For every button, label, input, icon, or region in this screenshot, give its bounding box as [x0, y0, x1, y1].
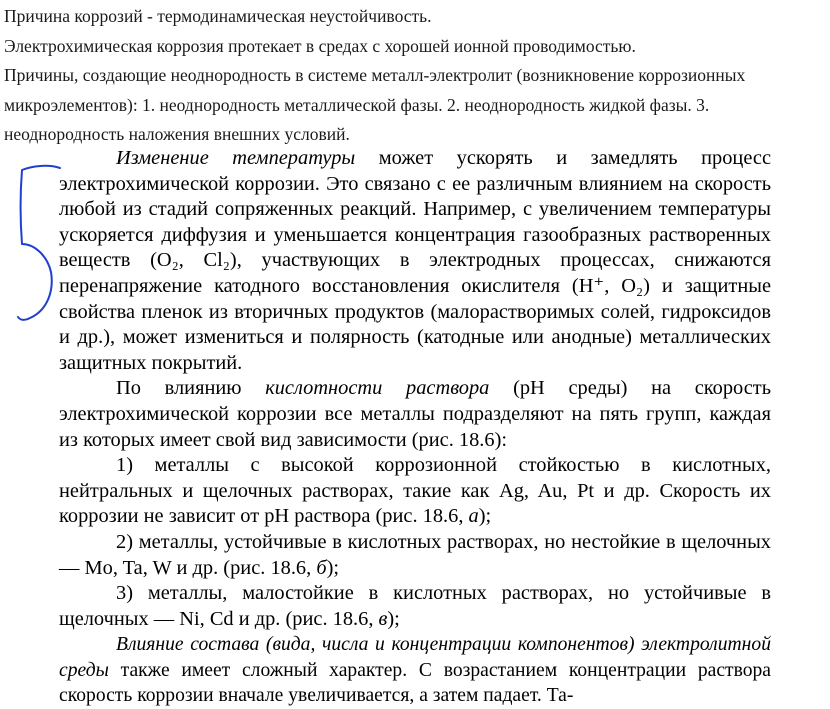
- textbook-excerpt: [59, 146, 771, 709]
- paragraph-temperature: [59, 146, 771, 376]
- list-item-end: );: [478, 505, 492, 528]
- paragraph-text: (pH среды) на скорость электрохимической коррозии все металлы подразделяют на пять групп, каждая из которых имеет свой вид зависимости (рис. 18.6):: [59, 377, 772, 451]
- term-temperature: Изменение температуры: [116, 147, 356, 169]
- term-acidity: кислотности раствора: [265, 377, 490, 400]
- list-item-text: 2) металлы, устойчивые в кислотных растворах, но нестойкие в щелочных — Mo, Ta, W и др. (рис. 18.6,: [59, 530, 771, 579]
- paragraph-text: также имеет сложный характер. С возрастанием концентрации раствора скорость коррозии вначале увеличивается, а затем падает. Та-: [59, 659, 771, 707]
- figure-ref: в: [378, 607, 388, 630]
- list-item-text: 1) металлы с высокой коррозионной стойкостью в кислотных, нейтральных и щелочных растворах, такие как Ag, Au, Pt и др. Скорость их коррозии не зависит от pH раствора (рис. 18.6,: [59, 454, 771, 528]
- note-line: Причина коррозий - термодинамическая неустойчивость.: [4, 6, 432, 26]
- list-item: [59, 530, 771, 581]
- handwritten-five-icon: [10, 160, 62, 325]
- paragraph-text: может ускорять и замедлять процесс электрохимической коррозии. Это связано с ее различным влиянием на скорость любой из стадий сопряженных реакций. Например, с увеличением температуры ускоряется диффузия и уменьшается концентрация газообразных растворенных веществ (O₂, Cl₂), участвующих в электродных процессах, снижаются перенапряжение катодного восстановления окислителя (H⁺, O₂) и защитные свойства пленок из вторичных продуктов (малорастворимых солей, гидроксидов и др.), может измениться и полярность (катодные или анодные) металлических защитных покрытий.: [59, 147, 771, 374]
- list-item-end: );: [387, 607, 400, 630]
- list-item-text: 3) металлы, малостойкие в кислотных растворах, но устойчивые в щелочных — Ni, Cd и др. (рис. 18.6,: [59, 582, 771, 630]
- figure-ref: а: [468, 505, 479, 528]
- term-composition: Влияние состава (вида, числа и концентрации компонентов) электролитной среды: [59, 634, 771, 681]
- list-item-end: );: [326, 556, 340, 579]
- notes-block: [4, 2, 828, 150]
- figure-ref: б: [316, 556, 327, 579]
- note-line: Причины, создающие неоднородность в системе металл-электролит (возникновение коррозионных микроэлементов): 1. неоднородность металлической фазы. 2. неоднородность жидкой фазы. 3. неоднородность наложения внешних условий.: [4, 65, 746, 145]
- list-item: [59, 581, 771, 632]
- paragraph-acidity: [59, 376, 771, 453]
- paragraph-composition: [59, 632, 771, 709]
- note-line: Электрохимическая коррозия протекает в средах с хорошей ионной проводимостью.: [4, 35, 636, 56]
- list-item: [59, 453, 771, 530]
- paragraph-lead: По влиянию: [116, 377, 266, 400]
